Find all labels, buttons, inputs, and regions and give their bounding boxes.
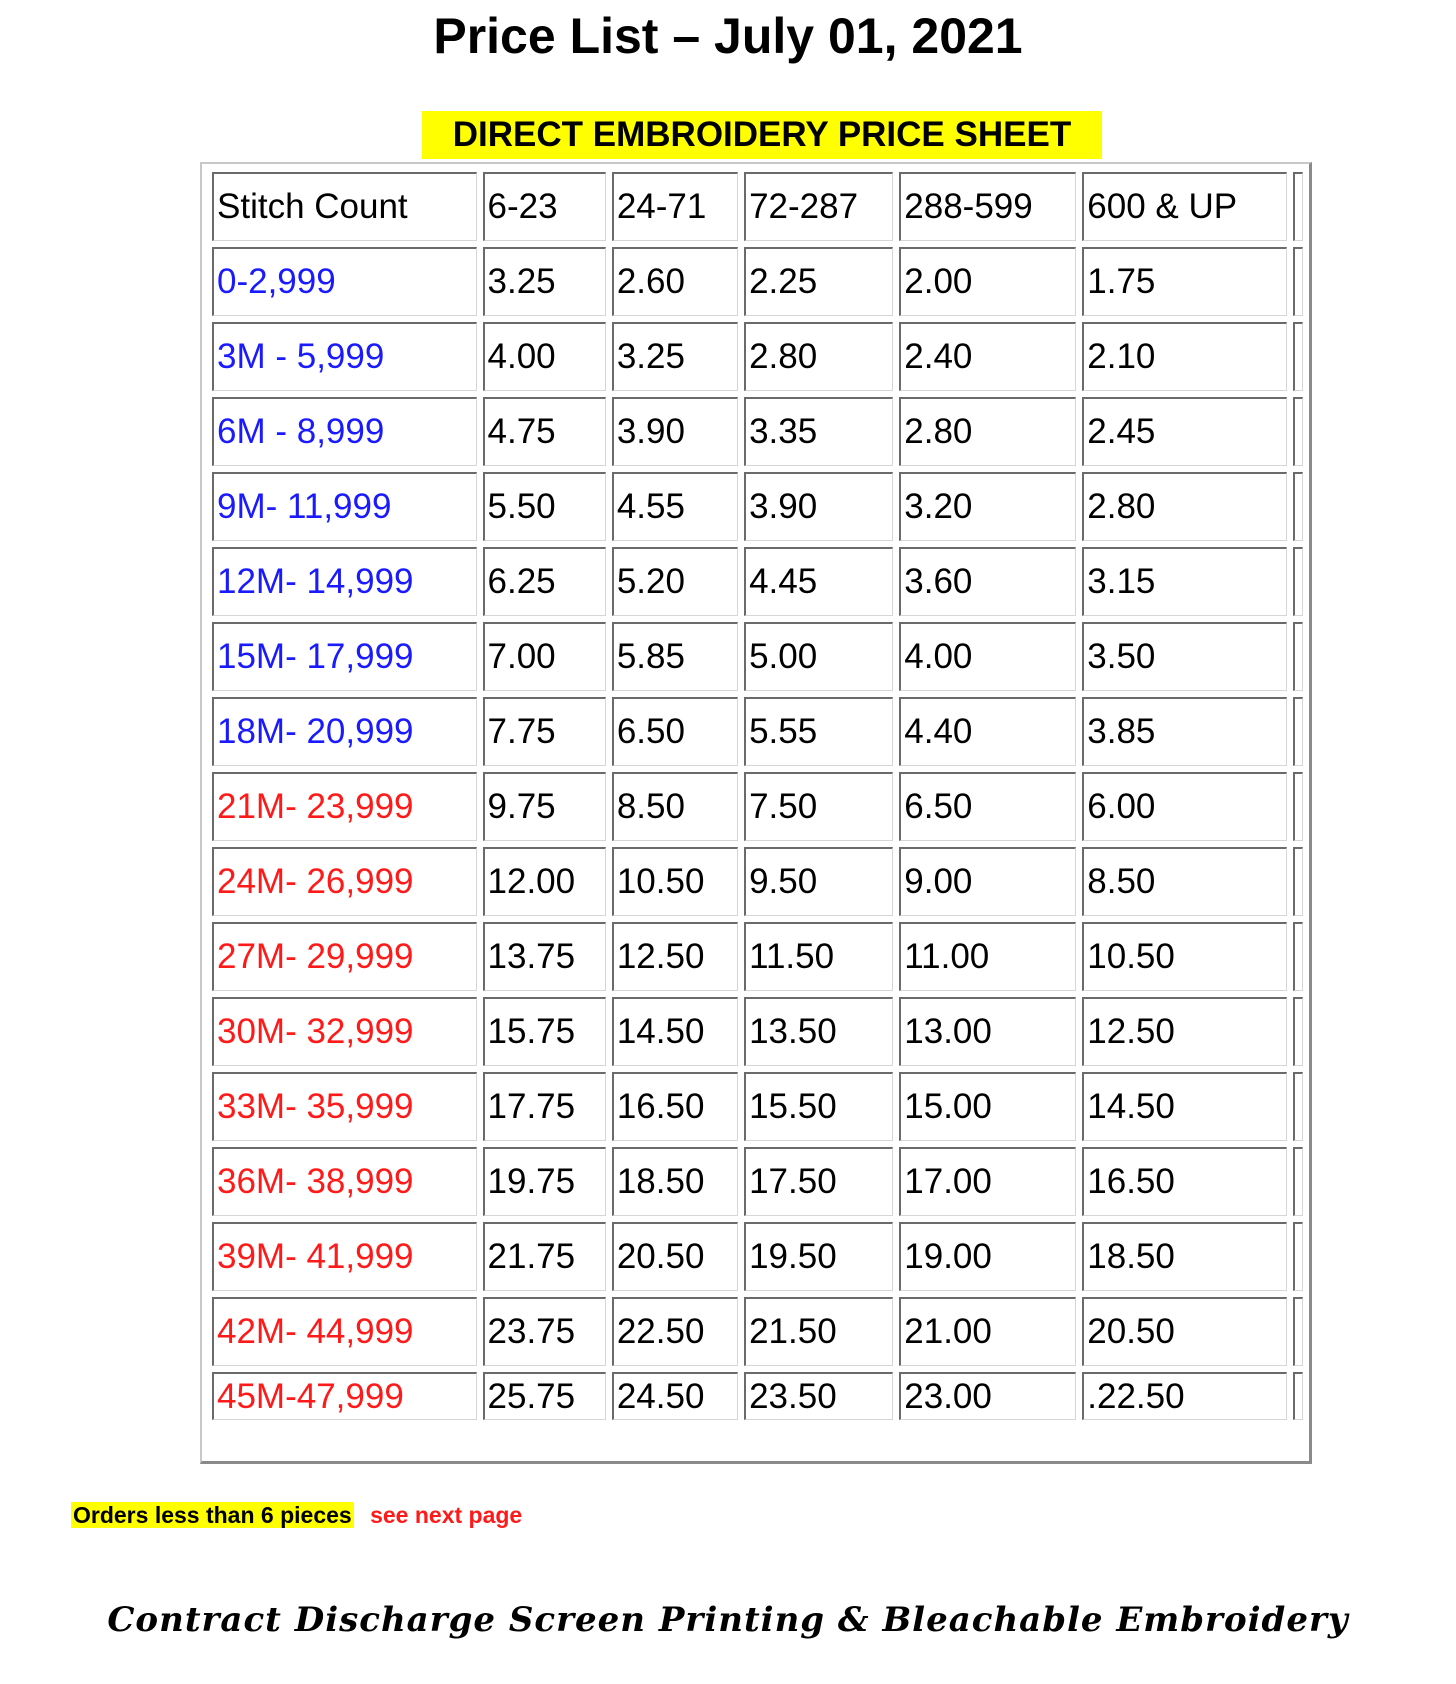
stitch-range-cell: 33M- 35,999 — [212, 1072, 477, 1141]
price-cell: 3.20 — [899, 472, 1076, 541]
price-cell: 7.00 — [483, 622, 606, 691]
price-cell: 24.50 — [612, 1372, 738, 1420]
price-cell: 23.50 — [744, 1372, 893, 1420]
see-next-page-text: see next page — [370, 1502, 523, 1528]
price-cell: 22.50 — [612, 1297, 738, 1366]
price-cell: 2.80 — [1082, 472, 1287, 541]
table-row — [212, 997, 1303, 1066]
price-cell: 9.00 — [899, 847, 1076, 916]
price-cell: 5.50 — [483, 472, 606, 541]
price-cell: 3.60 — [899, 547, 1076, 616]
orders-note-highlight: Orders less than 6 pieces — [73, 1502, 352, 1528]
edge-cell — [1293, 772, 1303, 841]
price-cell: 3.25 — [483, 247, 606, 316]
edge-cell — [1293, 1372, 1303, 1420]
stitch-range-cell: 27M- 29,999 — [212, 922, 477, 991]
price-cell: 8.50 — [612, 772, 738, 841]
price-cell: 3.35 — [744, 397, 893, 466]
stitch-range-cell: 9M- 11,999 — [212, 472, 477, 541]
price-cell: 5.00 — [744, 622, 893, 691]
price-cell: 2.60 — [612, 247, 738, 316]
price-cell: 19.75 — [483, 1147, 606, 1216]
edge-cell — [1293, 547, 1303, 616]
price-cell: 17.00 — [899, 1147, 1076, 1216]
stitch-range-cell: 42M- 44,999 — [212, 1297, 477, 1366]
price-cell: 13.75 — [483, 922, 606, 991]
price-cell: 17.50 — [744, 1147, 893, 1216]
footer-note — [71, 1500, 522, 1530]
price-cell: 4.40 — [899, 697, 1076, 766]
price-cell: 15.50 — [744, 1072, 893, 1141]
price-cell: 19.00 — [899, 1222, 1076, 1291]
edge-cell — [1293, 397, 1303, 466]
table-row — [212, 1297, 1303, 1366]
price-cell: 4.45 — [744, 547, 893, 616]
edge-cell — [1293, 697, 1303, 766]
header-cell: 24-71 — [612, 172, 738, 241]
price-cell: 7.75 — [483, 697, 606, 766]
price-cell: 21.75 — [483, 1222, 606, 1291]
header-cell: 6-23 — [483, 172, 606, 241]
stitch-range-cell: 39M- 41,999 — [212, 1222, 477, 1291]
price-cell: 23.00 — [899, 1372, 1076, 1420]
edge-cell — [1293, 1222, 1303, 1291]
table-row — [212, 1147, 1303, 1216]
price-cell: 18.50 — [612, 1147, 738, 1216]
price-cell: 23.75 — [483, 1297, 606, 1366]
price-cell: 10.50 — [612, 847, 738, 916]
header-cell: Stitch Count — [212, 172, 477, 241]
edge-cell — [1293, 922, 1303, 991]
price-cell: 2.00 — [899, 247, 1076, 316]
price-cell: 3.90 — [744, 472, 893, 541]
price-cell: 4.75 — [483, 397, 606, 466]
table-row — [212, 472, 1303, 541]
edge-cell — [1293, 472, 1303, 541]
edge-cell — [1293, 622, 1303, 691]
stitch-range-cell: 18M- 20,999 — [212, 697, 477, 766]
table-row — [212, 322, 1303, 391]
price-cell: 20.50 — [612, 1222, 738, 1291]
price-cell: 21.00 — [899, 1297, 1076, 1366]
table-header-row — [212, 172, 1303, 241]
price-cell: 21.50 — [744, 1297, 893, 1366]
price-table-frame — [200, 162, 1312, 1464]
price-cell: 2.10 — [1082, 322, 1287, 391]
company-tagline: Contract Discharge Screen Printing & Bleachable Embroidery — [107, 1600, 1349, 1640]
edge-cell — [1293, 322, 1303, 391]
table-row — [212, 772, 1303, 841]
price-cell: 6.50 — [899, 772, 1076, 841]
table-row — [212, 847, 1303, 916]
stitch-range-cell: 30M- 32,999 — [212, 997, 477, 1066]
price-cell: 15.75 — [483, 997, 606, 1066]
price-cell: 9.50 — [744, 847, 893, 916]
table-row — [212, 247, 1303, 316]
price-cell: 6.00 — [1082, 772, 1287, 841]
stitch-range-cell: 6M - 8,999 — [212, 397, 477, 466]
edge-cell — [1293, 247, 1303, 316]
table-row — [212, 697, 1303, 766]
price-cell: 25.75 — [483, 1372, 606, 1420]
price-cell: 2.25 — [744, 247, 893, 316]
price-cell: 11.50 — [744, 922, 893, 991]
edge-cell — [1293, 172, 1303, 241]
price-cell: 3.90 — [612, 397, 738, 466]
price-cell: 16.50 — [1082, 1147, 1287, 1216]
price-cell: 4.00 — [899, 622, 1076, 691]
table-row — [212, 547, 1303, 616]
stitch-range-cell: 36M- 38,999 — [212, 1147, 477, 1216]
price-cell: 4.00 — [483, 322, 606, 391]
edge-cell — [1293, 997, 1303, 1066]
table-row — [212, 1372, 1303, 1420]
price-cell: 3.50 — [1082, 622, 1287, 691]
price-cell: 13.00 — [899, 997, 1076, 1066]
price-cell: 2.80 — [744, 322, 893, 391]
stitch-range-cell: 15M- 17,999 — [212, 622, 477, 691]
price-cell: 3.25 — [612, 322, 738, 391]
price-cell: 4.55 — [612, 472, 738, 541]
price-cell: 13.50 — [744, 997, 893, 1066]
price-cell: 19.50 — [744, 1222, 893, 1291]
stitch-range-cell: 24M- 26,999 — [212, 847, 477, 916]
price-cell: 20.50 — [1082, 1297, 1287, 1366]
header-cell: 72-287 — [744, 172, 893, 241]
price-cell: 15.00 — [899, 1072, 1076, 1141]
edge-cell — [1293, 1297, 1303, 1366]
stitch-range-cell: 3M - 5,999 — [212, 322, 477, 391]
price-cell: 1.75 — [1082, 247, 1287, 316]
edge-cell — [1293, 1147, 1303, 1216]
price-cell: 10.50 — [1082, 922, 1287, 991]
price-cell: 2.40 — [899, 322, 1076, 391]
price-cell: 7.50 — [744, 772, 893, 841]
price-cell: 6.25 — [483, 547, 606, 616]
price-cell: 14.50 — [1082, 1072, 1287, 1141]
table-row — [212, 1072, 1303, 1141]
price-cell: 18.50 — [1082, 1222, 1287, 1291]
stitch-range-cell: 45M-47,999 — [212, 1372, 477, 1420]
price-cell: 6.50 — [612, 697, 738, 766]
table-row — [212, 397, 1303, 466]
price-table — [206, 166, 1309, 1426]
header-cell: 288-599 — [899, 172, 1076, 241]
price-cell: 11.00 — [899, 922, 1076, 991]
price-cell: 9.75 — [483, 772, 606, 841]
price-cell: 3.85 — [1082, 697, 1287, 766]
price-cell: 12.50 — [612, 922, 738, 991]
stitch-range-cell: 0-2,999 — [212, 247, 477, 316]
price-cell: 3.15 — [1082, 547, 1287, 616]
stitch-range-cell: 12M- 14,999 — [212, 547, 477, 616]
price-cell: 5.85 — [612, 622, 738, 691]
price-cell: 8.50 — [1082, 847, 1287, 916]
price-cell: 5.55 — [744, 697, 893, 766]
price-cell: 2.45 — [1082, 397, 1287, 466]
stitch-range-cell: 21M- 23,999 — [212, 772, 477, 841]
table-row — [212, 922, 1303, 991]
price-cell: 2.80 — [899, 397, 1076, 466]
price-cell: 12.50 — [1082, 997, 1287, 1066]
price-cell: 17.75 — [483, 1072, 606, 1141]
price-cell: 14.50 — [612, 997, 738, 1066]
header-cell: 600 & UP — [1082, 172, 1287, 241]
price-cell: 12.00 — [483, 847, 606, 916]
table-row — [212, 622, 1303, 691]
table-row — [212, 1222, 1303, 1291]
sheet-heading: DIRECT EMBROIDERY PRICE SHEET — [422, 111, 1102, 159]
edge-cell — [1293, 847, 1303, 916]
edge-cell — [1293, 1072, 1303, 1141]
price-cell: 16.50 — [612, 1072, 738, 1141]
price-cell: 5.20 — [612, 547, 738, 616]
price-cell: .22.50 — [1082, 1372, 1287, 1420]
page-title: Price List – July 01, 2021 — [433, 8, 1023, 64]
